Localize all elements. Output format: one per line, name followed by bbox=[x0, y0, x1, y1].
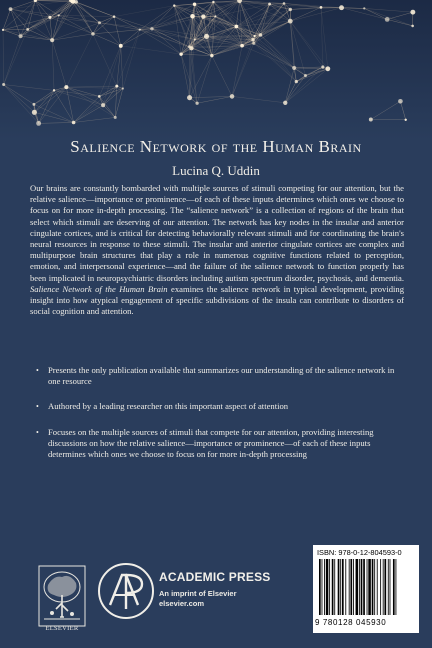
network-link bbox=[99, 23, 120, 46]
network-node bbox=[204, 34, 209, 39]
publisher-website: elsevier.com bbox=[159, 599, 205, 608]
network-node bbox=[283, 101, 287, 105]
network-link bbox=[290, 21, 296, 81]
description-italic-title: Salience Network of the Human Brain bbox=[30, 283, 168, 294]
network-node bbox=[385, 17, 390, 22]
network-link bbox=[254, 4, 270, 43]
network-link bbox=[66, 86, 116, 87]
network-node bbox=[252, 42, 255, 45]
network-node bbox=[33, 103, 36, 106]
network-link bbox=[66, 87, 115, 117]
network-node bbox=[230, 94, 235, 99]
network-node bbox=[32, 110, 37, 115]
network-node bbox=[190, 14, 195, 19]
network-node bbox=[251, 38, 254, 41]
network-link bbox=[121, 46, 181, 54]
barcode-bar bbox=[388, 559, 389, 615]
bullet-icon: • bbox=[36, 366, 39, 375]
network-link bbox=[35, 0, 71, 1]
network-link bbox=[99, 46, 120, 97]
network-node bbox=[101, 103, 105, 107]
network-link bbox=[50, 17, 52, 40]
network-link bbox=[212, 43, 254, 55]
barcode-bar bbox=[329, 559, 330, 615]
network-node bbox=[193, 3, 197, 7]
elsevier-tree-icon bbox=[38, 562, 86, 630]
network-node bbox=[64, 85, 68, 89]
network-link bbox=[400, 101, 405, 119]
barcode-bar bbox=[332, 559, 334, 615]
network-node bbox=[187, 95, 192, 100]
network-node bbox=[179, 52, 182, 55]
feature-list bbox=[36, 365, 398, 474]
network-link bbox=[174, 6, 181, 55]
network-node bbox=[411, 25, 414, 28]
network-link bbox=[103, 88, 123, 105]
network-node bbox=[188, 45, 191, 48]
book-author: Lucina Q. Uddin bbox=[172, 163, 260, 178]
barcode-icon bbox=[317, 559, 415, 617]
network-link bbox=[114, 17, 152, 29]
network-link bbox=[39, 122, 74, 123]
network-link bbox=[174, 6, 203, 17]
network-node bbox=[173, 4, 175, 6]
network-node bbox=[212, 1, 214, 3]
barcode-bar bbox=[340, 559, 341, 615]
network-node bbox=[119, 44, 123, 48]
network-node bbox=[405, 119, 407, 121]
network-link bbox=[52, 34, 93, 40]
network-node bbox=[114, 116, 117, 119]
network-link bbox=[3, 30, 4, 85]
feature-text: Authored by a leading researcher on this important aspect of attention bbox=[48, 401, 289, 412]
network-link bbox=[242, 46, 294, 68]
network-node bbox=[398, 99, 403, 104]
network-node bbox=[214, 15, 216, 17]
feature-text: Focuses on the multiple sources of stimuli that compete for our attention, providing interesting discussions on how the relative salience—importance or prominence—of each of these inputs determines which ones we choose to focus on for more in-depth processing bbox=[48, 426, 374, 460]
barcode-bar bbox=[338, 559, 340, 615]
network-node bbox=[339, 5, 344, 10]
network-node bbox=[19, 34, 23, 38]
description-text-1: Our brains are constantly bombarded with multiple sources of stimuli competing for our attention, but the relative salience—importance or prominence—of each of these inputs determines which ones we choose to focus on for more in-depth processing. The “salience network” is a collection of regions of the brain that select which stimuli are deserving of our attention. The network has key nodes in the insular and anterior cingulate cortices, and is critical for detecting behaviorally relevant stimuli and for coordinating the brain's neural resources in response to these stimuli. The insular and anterior cingulate cortices are complex and multipurpose brain structures that play a role in numerous cognitive functions related to perception, emotion, and interpersonal experience—and the failure of the salience network to function properly has been implicated in neuropsychiatric disorders including autism spectrum disorder, psychosis, and dementia. bbox=[30, 183, 404, 283]
book-title: Salience Network of the Human Brain bbox=[70, 137, 362, 156]
network-node bbox=[289, 8, 292, 11]
academic-press-logo-icon bbox=[96, 561, 156, 621]
bullet-icon: • bbox=[36, 427, 39, 437]
network-link bbox=[285, 82, 296, 103]
barcode-bar bbox=[326, 559, 329, 615]
network-link bbox=[93, 17, 114, 34]
network-node bbox=[50, 38, 54, 42]
network-link bbox=[364, 8, 412, 25]
feature-item bbox=[36, 426, 398, 461]
network-link bbox=[290, 8, 341, 10]
network-link bbox=[253, 40, 294, 68]
imprint-text: An imprint of Elsevier bbox=[159, 589, 237, 598]
bullet-icon: • bbox=[36, 402, 39, 412]
network-link bbox=[121, 29, 152, 46]
network-node bbox=[72, 121, 76, 125]
barcode-bar bbox=[324, 559, 325, 615]
network-link bbox=[93, 30, 140, 34]
barcode-bar bbox=[393, 559, 395, 615]
barcode-bar bbox=[377, 559, 378, 615]
barcode-bar bbox=[353, 559, 354, 615]
feature-item bbox=[36, 401, 398, 412]
network-node bbox=[53, 89, 55, 91]
network-link bbox=[296, 69, 328, 82]
network-node bbox=[201, 14, 205, 18]
network-node bbox=[234, 25, 238, 29]
network-link bbox=[93, 34, 117, 86]
network-node bbox=[292, 66, 296, 70]
network-node bbox=[195, 102, 198, 105]
barcode-bar bbox=[319, 559, 321, 615]
network-link bbox=[364, 8, 413, 12]
network-link bbox=[255, 36, 297, 82]
network-node bbox=[26, 28, 29, 31]
description-text-2: examines the salience network in typical development, providing insight into how atypical engagement of specific subdivisions of the insula can contribute to disorders of social cognition and attention. bbox=[30, 283, 404, 317]
barcode-digits: 9 780128 045930 bbox=[315, 618, 387, 627]
network-node bbox=[2, 29, 4, 31]
network-link bbox=[99, 17, 114, 23]
network-node bbox=[288, 19, 293, 24]
barcode-bar bbox=[356, 559, 359, 615]
network-node bbox=[369, 118, 373, 122]
network-link bbox=[11, 1, 36, 10]
network-link bbox=[236, 1, 239, 27]
barcode-bar bbox=[334, 559, 335, 615]
network-node bbox=[36, 121, 41, 126]
isbn-barcode-panel bbox=[313, 545, 419, 633]
barcode-bar bbox=[350, 559, 352, 615]
network-node bbox=[115, 85, 118, 88]
network-node bbox=[98, 21, 101, 24]
network-graphic bbox=[0, 0, 432, 140]
network-link bbox=[11, 9, 21, 36]
elsevier-label: ELSEVIER bbox=[45, 625, 79, 632]
network-node bbox=[254, 35, 256, 37]
network-node bbox=[122, 87, 124, 89]
network-link bbox=[290, 21, 323, 67]
network-link bbox=[54, 90, 103, 105]
network-node bbox=[240, 44, 244, 48]
network-link bbox=[285, 67, 323, 103]
network-link bbox=[74, 86, 117, 122]
network-node bbox=[58, 14, 60, 16]
network-node bbox=[410, 10, 415, 15]
network-link bbox=[232, 43, 254, 96]
network-link bbox=[93, 23, 100, 34]
publisher-name: ACADEMIC PRESS bbox=[159, 570, 271, 584]
network-link bbox=[253, 40, 296, 82]
network-link bbox=[371, 101, 401, 119]
network-link bbox=[294, 67, 323, 68]
network-link bbox=[387, 19, 412, 25]
network-link bbox=[35, 1, 58, 16]
description-paragraph bbox=[30, 183, 404, 317]
network-link bbox=[93, 34, 121, 46]
barcode-bar bbox=[359, 559, 360, 615]
feature-text: Presents the only publication available that summarizes our understanding of the salience network in one resource bbox=[48, 365, 395, 387]
barcode-bar bbox=[361, 559, 363, 615]
barcode-bar bbox=[372, 559, 374, 615]
network-link bbox=[121, 46, 123, 89]
network-node bbox=[113, 15, 116, 18]
network-node bbox=[259, 33, 263, 37]
barcode-bar bbox=[367, 559, 368, 615]
network-node bbox=[304, 74, 307, 77]
network-link bbox=[212, 56, 232, 97]
isbn-label: ISBN: 978-0-12-804593-0 bbox=[317, 548, 402, 557]
network-link bbox=[4, 29, 28, 84]
network-node bbox=[194, 38, 196, 40]
network-link bbox=[4, 36, 21, 84]
network-link bbox=[117, 30, 140, 87]
network-node bbox=[268, 3, 271, 6]
network-link bbox=[71, 0, 93, 34]
network-node bbox=[98, 95, 101, 98]
barcode-bar bbox=[322, 559, 323, 615]
network-node bbox=[363, 7, 365, 9]
feature-item bbox=[36, 365, 398, 387]
network-node bbox=[9, 7, 13, 11]
network-link bbox=[123, 30, 140, 89]
network-node bbox=[91, 32, 95, 36]
barcode-bar bbox=[368, 559, 371, 615]
network-node bbox=[150, 27, 153, 30]
network-link bbox=[181, 54, 212, 55]
network-link bbox=[34, 87, 66, 112]
network-node bbox=[295, 80, 298, 83]
network-link bbox=[52, 40, 54, 90]
network-link bbox=[4, 85, 35, 113]
barcode-bar bbox=[374, 559, 375, 615]
network-link bbox=[232, 96, 285, 102]
barcode-bar bbox=[383, 559, 384, 615]
network-link bbox=[121, 30, 140, 46]
network-link bbox=[39, 87, 67, 123]
barcode-bar bbox=[342, 559, 344, 615]
barcode-bar bbox=[349, 559, 350, 615]
network-link bbox=[285, 69, 328, 103]
network-link bbox=[255, 36, 295, 68]
barcode-bar bbox=[380, 559, 381, 615]
network-link bbox=[232, 46, 242, 97]
network-link bbox=[99, 23, 139, 30]
network-node bbox=[139, 28, 141, 30]
network-link bbox=[232, 40, 253, 97]
barcode-bar bbox=[390, 559, 391, 615]
barcode-bar bbox=[363, 559, 365, 615]
network-node bbox=[283, 2, 286, 5]
neural-network-image bbox=[0, 0, 432, 140]
network-node bbox=[2, 83, 5, 86]
barcode-bar bbox=[384, 559, 386, 615]
barcode-bar bbox=[396, 559, 397, 615]
network-link bbox=[52, 40, 66, 87]
network-link bbox=[54, 90, 99, 96]
network-link bbox=[34, 104, 74, 122]
barcode-bar bbox=[345, 559, 346, 615]
network-node bbox=[321, 65, 324, 68]
network-node bbox=[325, 66, 330, 71]
network-link bbox=[66, 34, 93, 87]
network-node bbox=[48, 16, 51, 19]
network-node bbox=[210, 54, 213, 57]
network-node bbox=[320, 6, 323, 9]
